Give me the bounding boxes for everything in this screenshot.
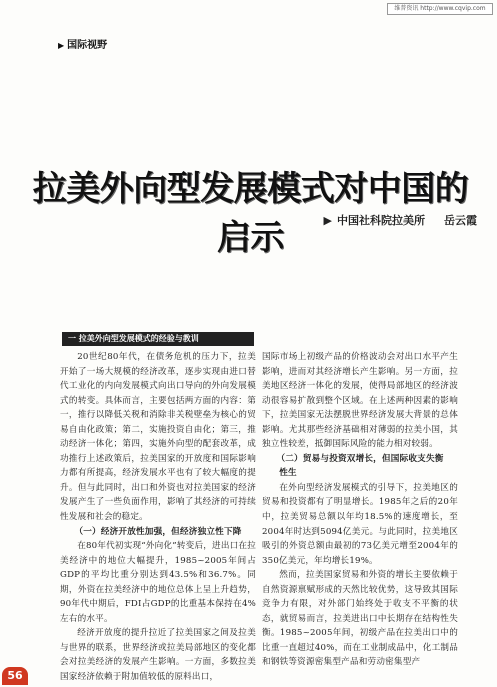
section-tag — [58, 40, 107, 52]
byline — [324, 212, 477, 228]
section-tag-label: 国际视野 — [67, 40, 108, 51]
source-watermark: 维普资讯 http://www.cqvip.com — [387, 3, 493, 15]
subsection-heading-cont: 性生 — [279, 468, 297, 479]
paragraph: 国际市场上初级产品的价格波动会对出口水平产生影响，进而对其经济增长产生影响。另一方面，拉美地区经济一体化的发展，使得局部地区的经济波动很容易扩散到整个区域。在上述两种因素的影响下，拉美国家无法摆脱世界经济发展大背景的总体影响。尤其那些经济基础相对薄弱的拉美小国，其独立性较差，抵御国际风险的能力相对较弱。 — [262, 352, 458, 450]
article-title: 拉美外向型发展模式对中国的启示 — [32, 169, 469, 258]
paragraph: 20世纪80年代，在债务危机的压力下，拉美开始了一场大规模的经济改革，逐步实现由进口替代工业化的内向发展模式向出口导向的外向发展模式的转变。具体而言，主要包括两方面的内容：第一，推行以降低关税和消除非关税壁垒为核心的贸易自由化政策；第二，实施投资自由化；第三，推动经济一体化；第四，实施外向型的配套改革，成功推行上述政策后，拉美国家的开放度和国际影响力都有所提高，经济发展水平也有了较大幅度的提升。但与此同时，出口和外资也对拉美国家的经济发展产生了一些负面作用，影响了其经济的可持续性发展和社会的稳定。 — [60, 352, 256, 523]
paragraph: 经济开放度的提升拉近了拉美国家之间及拉美与世界的联系，世界经济或拉美局部地区的变化都会对拉美经济的发展产生影响。一方面，多数拉美国家经济依赖于附加值较低的原料出口， — [60, 628, 256, 683]
paragraph: 然而，拉美国家贸易和外资的增长主要依赖于自然资源禀赋形成的天然比较优势，这导致其国际竞争力有限，对外部门始终处于收支不平衡的状态，就贸易而言，拉美进出口中长期存在结构性失衡。1985~2005年间，初级产品在拉美出口中的比重一直超过40%，而在工业制成品中，化工制品和钢铁等资源密集型产品和劳动密集型产 — [262, 570, 458, 668]
author-name: 岳云霞 — [444, 214, 477, 227]
section-heading: 一 拉美外向型发展模式的经验与教训 — [62, 332, 254, 346]
subsection-heading: （二）贸易与投资双增长，但国际收支失衡 — [276, 453, 444, 464]
page-number: 56 — [2, 667, 28, 685]
author-affiliation: 中国社科院拉美所 — [337, 214, 425, 227]
subsection-heading: （一）经济开放性加强，但经济独立性下降 — [74, 526, 242, 537]
right-column — [262, 350, 458, 670]
paragraph: 在外向型经济发展模式的引导下，拉美地区的贸易和投资都有了明显增长。1985年之后的20年中，拉美贸易总额以年均18.5%的速度增长，至2004年时达到5094亿美元。与此同时，拉美地区吸引的外资总额由最初的73亿美元增至2004年的350亿美元，年均增长19%。 — [262, 482, 458, 566]
left-column — [60, 350, 256, 685]
triangle-icon: ▶ — [323, 213, 332, 227]
paragraph: 在80年代初实现“外向化”转变后，进出口在拉美经济中的地位大幅提升，1985~2005年间占GDP的平均比重分别达到43.5%和36.7%。同期，外资在拉美经济中的地位总体上呈上升趋势，90年代中期后，FDI占GDP的比重基本保持在4%左右的水平。 — [60, 541, 256, 624]
triangle-icon: ▶ — [58, 41, 65, 50]
